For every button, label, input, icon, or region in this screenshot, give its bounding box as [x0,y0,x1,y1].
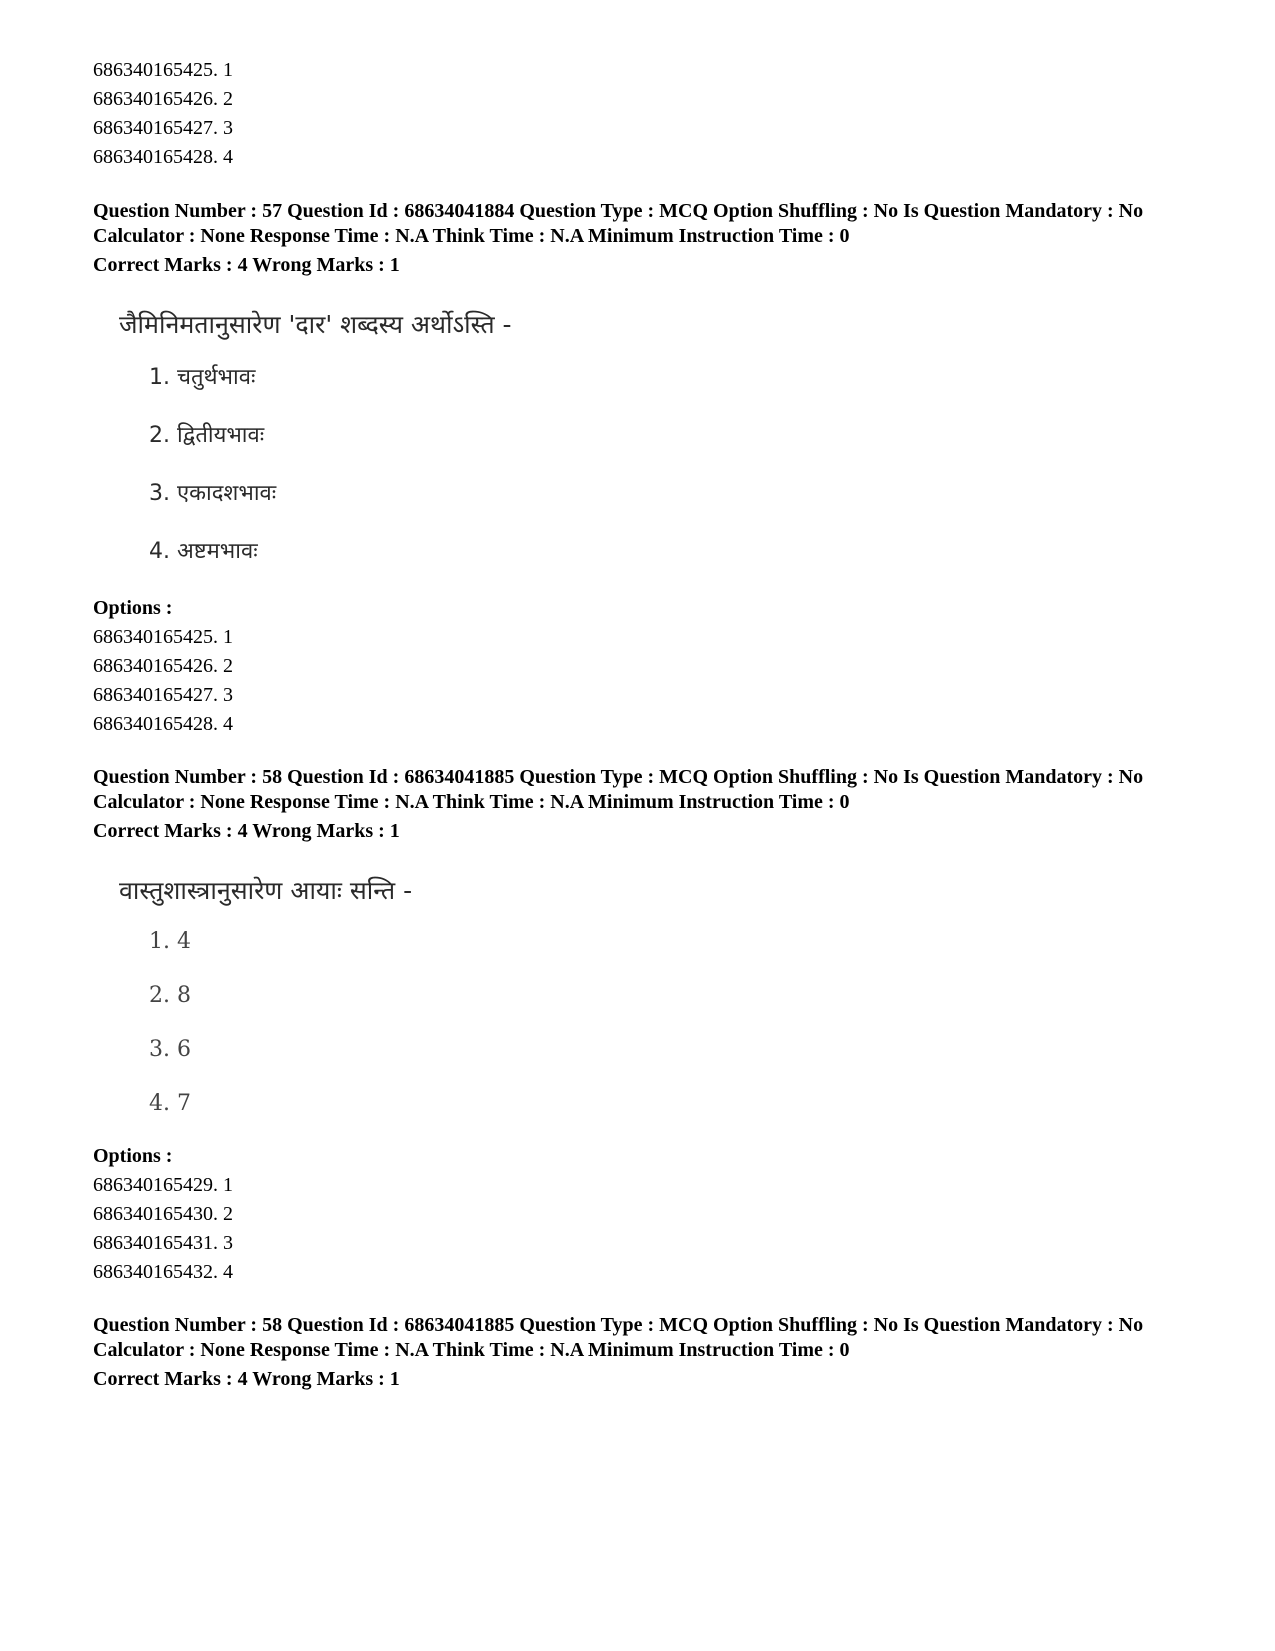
option-line: 686340165426. 2 [93,88,233,110]
option-line: 686340165429. 1 [93,1174,233,1196]
question-58-repeat [93,1313,1193,1392]
question-choice: 2. द्वितीयभावः [149,423,265,448]
question-choice: 3. 6 [149,1037,191,1062]
option-line: 686340165427. 3 [93,117,233,139]
question-marks: Correct Marks : 4 Wrong Marks : 1 [93,1368,400,1390]
question-choice: 2. 8 [149,983,191,1008]
question-choice: 4. 7 [149,1091,191,1116]
options-label: Options : [93,597,173,619]
question-header: Question Number : 58 Question Id : 68634041885 Question Type : MCQ Option Shuffling : No Is Question Mandatory : No Calculator : None Response Time : N.A Think Time : N.A Minimum Instruction Time : 0 [93,766,1144,813]
document-page [93,56,1193,1392]
question-image [119,308,1193,594]
option-line: 686340165432. 4 [93,1261,233,1283]
option-line: 686340165425. 1 [93,626,233,648]
option-line: 686340165428. 4 [93,146,233,168]
previous-question-options [93,56,1193,172]
question-choice: 4. अष्टमभावः [149,539,258,564]
question-choice: 3. एकादशभावः [149,481,277,506]
question-choice: 1. चतुर्थभावः [149,365,256,390]
question-57 [93,199,1193,739]
option-line: 686340165427. 3 [93,684,233,706]
question-image [119,874,1193,1142]
options-label: Options : [93,1145,173,1167]
question-stem: वास्तुशास्त्रानुसारेण आयाः सन्ति - [119,876,413,905]
option-line: 686340165428. 4 [93,713,233,735]
question-58 [93,765,1193,1287]
question-marks: Correct Marks : 4 Wrong Marks : 1 [93,820,400,842]
option-line: 686340165431. 3 [93,1232,233,1254]
question-header: Question Number : 58 Question Id : 68634041885 Question Type : MCQ Option Shuffling : No Is Question Mandatory : No Calculator : None Response Time : N.A Think Time : N.A Minimum Instruction Time : 0 [93,1314,1144,1361]
question-stem: जैमिनिमतानुसारेण 'दार' शब्दस्य अर्थोऽस्ति - [119,310,512,339]
question-choice: 1. 4 [149,929,191,954]
option-line: 686340165430. 2 [93,1203,233,1225]
option-line: 686340165425. 1 [93,59,233,81]
option-line: 686340165426. 2 [93,655,233,677]
question-header: Question Number : 57 Question Id : 68634041884 Question Type : MCQ Option Shuffling : No Is Question Mandatory : No Calculator : None Response Time : N.A Think Time : N.A Minimum Instruction Time : 0 [93,200,1144,247]
question-marks: Correct Marks : 4 Wrong Marks : 1 [93,254,400,276]
